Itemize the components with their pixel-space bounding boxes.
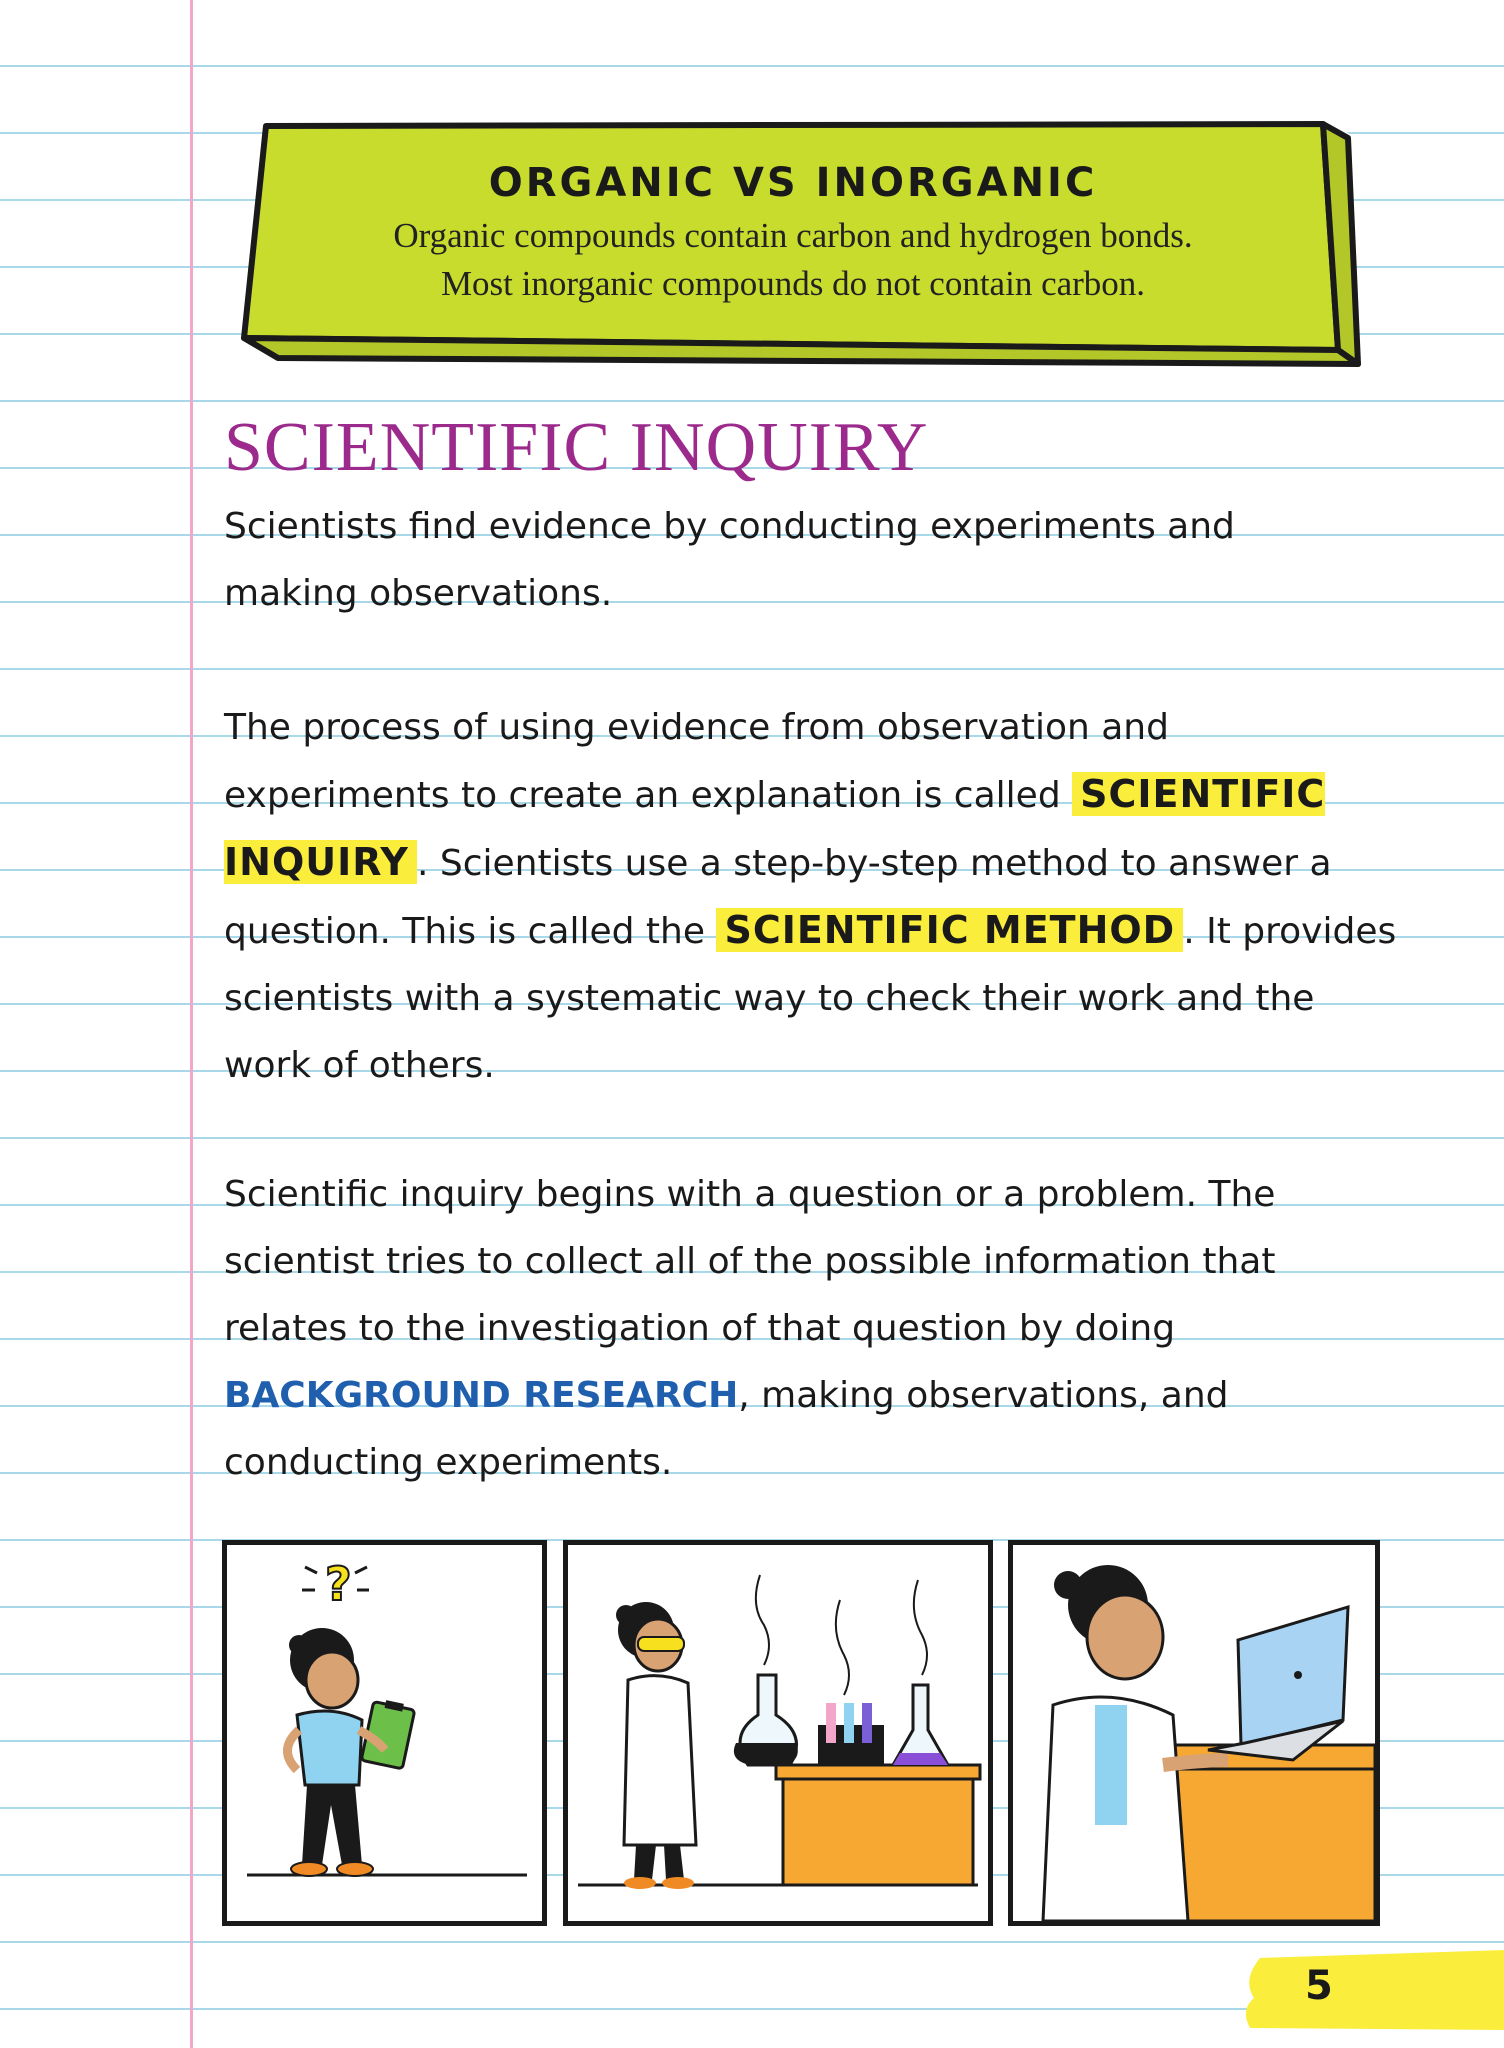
question-icon <box>227 1545 542 1921</box>
notebook-margin-line <box>190 0 193 2048</box>
paragraph-2-text-middle: . Scientists use a step-by-step method to answer a question. This is called the <box>224 843 1332 952</box>
callout-title: ORGANIC VS INORGANIC <box>488 160 1098 206</box>
term-scientific-inquiry: SCIENTIFIC INQUIRY <box>224 772 1326 884</box>
paragraph-1-line-1: Scientists find evidence by conducting experiments and <box>224 506 1235 547</box>
paragraph-1 <box>224 493 1404 627</box>
comic-panel-question <box>222 1540 547 1926</box>
term-scientific-method: SCIENTIFIC METHOD <box>716 908 1183 952</box>
callout-line-2: Most inorganic compounds do not contain carbon. <box>440 264 1146 303</box>
paragraph-2-text-before: The process of using evidence from observation and experiments to create an explanation is called <box>224 707 1169 816</box>
paragraph-2 <box>224 694 1404 1099</box>
laptop-icon <box>1013 1545 1375 1921</box>
paragraph-1-line-2: making observations. <box>224 573 613 614</box>
paragraph-3-text-after: , making observations, and conducting experiments. <box>224 1375 1229 1483</box>
section-heading: SCIENTIFIC INQUIRY <box>224 409 929 486</box>
paragraph-2-text-after: . It provides scientists with a systematic way to check their work and the work of others. <box>224 911 1397 1086</box>
question-mark: ? <box>325 1557 352 1611</box>
paragraph-3 <box>224 1161 1404 1496</box>
page-number: 5 <box>1305 1963 1333 2009</box>
lab-flask-icon <box>568 1545 988 1921</box>
comic-panel-experiment <box>563 1540 993 1926</box>
callout-line-1: Organic compounds contain carbon and hydrogen bonds. <box>393 216 1193 255</box>
paragraph-3-text-before: Scientific inquiry begins with a question or a problem. The scientist tries to collect all of the possible information that relates to the investigation of that question by doing <box>224 1174 1276 1349</box>
page-number-tab <box>1240 1950 1504 2030</box>
comic-panel-research <box>1008 1540 1380 1926</box>
callout-box <box>238 112 1368 372</box>
term-background-research: BACKGROUND RESEARCH <box>224 1375 739 1416</box>
